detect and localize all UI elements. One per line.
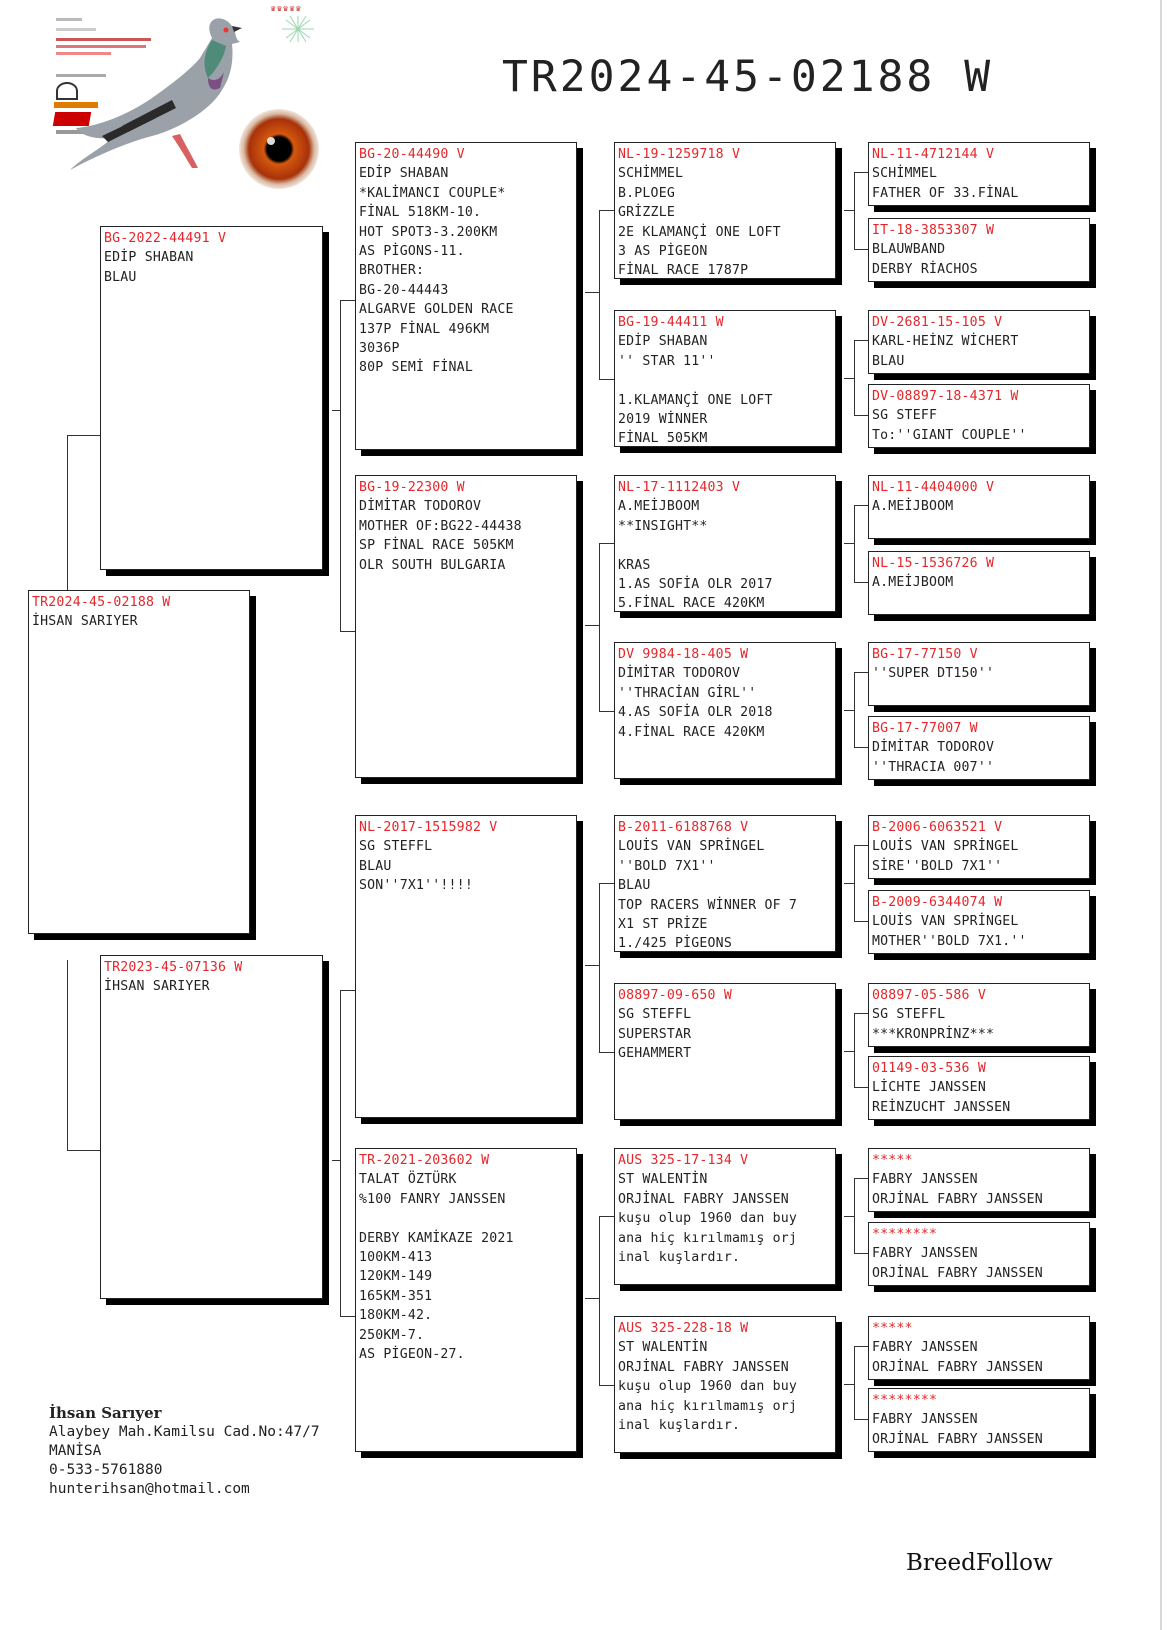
pedigree-line: BROTHER: <box>359 263 425 279</box>
connector <box>854 340 869 416</box>
ring-number: ******** <box>872 1393 938 1408</box>
pedigree-line: 120KM-149 <box>359 1269 433 1285</box>
pedigree-line: EDİP SHABAN <box>618 334 708 350</box>
connector <box>332 1160 340 1161</box>
pedigree-line: 3 AS PİGEON <box>618 244 708 260</box>
pedigree-line: X1 ST PRİZE <box>618 917 708 933</box>
pedigree-line: FİNAL 518KM-10. <box>359 205 482 221</box>
ring-number: NL-19-1259718 V <box>618 147 741 162</box>
connector <box>599 543 615 712</box>
pedigree-line: SCHİMMEL <box>618 166 684 182</box>
ring-number: ***** <box>872 1153 913 1168</box>
pedigree-line <box>359 1209 573 1228</box>
connector <box>854 672 869 748</box>
pedigree-line: ''BOLD 7X1'' <box>618 858 716 874</box>
great-grandparent-box <box>614 1148 836 1285</box>
pedigree-line: AS PİGEON-27. <box>359 1347 465 1363</box>
pedigree-line: ORJİNAL FABRY JANSSEN <box>872 1431 1043 1447</box>
connector <box>585 292 599 293</box>
connector <box>340 990 355 1317</box>
connector <box>67 960 100 1151</box>
pedigree-line: ''THRACIA 007'' <box>872 759 995 775</box>
ring-number: DV-2681-15-105 V <box>872 315 1003 330</box>
connector <box>844 883 854 884</box>
great-grandparent-box <box>614 642 836 779</box>
sire-box <box>100 226 323 570</box>
pedigree-line: BLAUWBAND <box>872 242 946 258</box>
pedigree-line: ALGARVE GOLDEN RACE <box>359 302 514 318</box>
pedigree-line: İHSAN SARIYER <box>104 979 210 995</box>
pedigree-line: EDİP SHABAN <box>104 250 194 266</box>
pedigree-line: To:''GIANT COUPLE'' <box>872 427 1027 443</box>
ring-number: 08897-09-650 W <box>618 988 732 1003</box>
great-great-grandparent-box <box>868 983 1090 1047</box>
pedigree-line: 80P SEMİ FİNAL <box>359 360 473 376</box>
connector <box>599 210 615 380</box>
pedigree-line <box>618 371 832 390</box>
pedigree-line: ORJİNAL FABRY JANSSEN <box>872 1359 1043 1375</box>
great-grandparent-box <box>614 475 836 612</box>
pedigree-line: DERBY KAMİKAZE 2021 <box>359 1230 514 1246</box>
pedigree-line: 1.KLAMANÇİ ONE LOFT <box>618 392 773 408</box>
great-great-grandparent-box <box>868 890 1090 954</box>
pedigree-line: ''SUPER DT150'' <box>872 666 995 682</box>
connector <box>599 883 615 1053</box>
connector <box>585 625 599 626</box>
great-great-grandparent-box <box>868 815 1090 879</box>
subject-box <box>28 590 250 934</box>
pedigree-line: LOUİS VAN SPRİNGEL <box>872 839 1019 855</box>
pedigree-line: **INSIGHT** <box>618 518 708 534</box>
pedigree-line: DİMİTAR TODOROV <box>359 499 482 515</box>
pedigree-line <box>618 536 832 555</box>
connector <box>67 435 100 611</box>
pedigree-line: FABRY JANSSEN <box>872 1172 978 1188</box>
pedigree-line: SG STEFFL <box>359 839 433 855</box>
pedigree-line: ana hiç kırılmamış orj <box>618 1398 798 1414</box>
connector <box>340 300 355 632</box>
owner-name: İhsan Sarıyer <box>49 1404 162 1422</box>
ring-number: IT-18-3853307 W <box>872 223 995 238</box>
pedigree-line: DİMİTAR TODOROV <box>872 740 995 756</box>
great-great-grandparent-box <box>868 1388 1090 1452</box>
pedigree-line: TALAT ÖZTÜRK <box>359 1172 457 1188</box>
ring-number: BG-17-77007 W <box>872 721 978 736</box>
pedigree-line: *KALİMANCI COUPLE* <box>359 185 506 201</box>
connector <box>332 410 340 411</box>
pedigree-line: FABRY JANSSEN <box>872 1246 978 1262</box>
pedigree-line: SİRE''BOLD 7X1'' <box>872 858 1003 874</box>
great-grandparent-box <box>614 815 836 952</box>
pedigree-line: MOTHER OF:BG22-44438 <box>359 518 522 534</box>
pedigree-line: '' STAR 11'' <box>618 353 716 369</box>
pedigree-line: SON''7X1''!!!! <box>359 878 473 894</box>
connector <box>844 1051 854 1052</box>
connector <box>854 172 869 250</box>
ring-number: BG-19-22300 W <box>359 480 465 495</box>
great-great-grandparent-box <box>868 1316 1090 1380</box>
pedigree-line: FİNAL 505KM <box>618 431 708 447</box>
great-great-grandparent-box <box>868 310 1090 374</box>
pedigree-line: ***KRONPRİNZ*** <box>872 1026 995 1042</box>
ring-number: TR2024-45-02188 W <box>32 595 171 610</box>
grandparent-box <box>355 142 577 450</box>
pedigree-line: SG STEFF <box>872 408 938 424</box>
ring-number: AUS 325-228-18 W <box>618 1321 749 1336</box>
connector <box>844 543 854 544</box>
pedigree-line: 2019 WİNNER <box>618 412 708 428</box>
connector <box>854 505 869 583</box>
ring-number: 01149-03-536 W <box>872 1061 986 1076</box>
connector <box>585 1298 599 1299</box>
pedigree-line: FABRY JANSSEN <box>872 1412 978 1428</box>
pedigree-line: DERBY RİACHOS <box>872 261 978 277</box>
pedigree-line: BLAU <box>104 269 137 285</box>
pedigree-line: 1./425 PİGEONS <box>618 936 732 952</box>
great-grandparent-box <box>614 310 836 447</box>
pedigree-line: A.MEİJBOOM <box>618 499 700 515</box>
ring-number: DV 9984-18-405 W <box>618 647 749 662</box>
pedigree-line: EDİP SHABAN <box>359 166 449 182</box>
pedigree-line: BG-20-44443 <box>359 282 449 298</box>
pedigree-line: İHSAN SARIYER <box>32 614 138 630</box>
pedigree-line: BLAU <box>359 858 392 874</box>
great-great-grandparent-box <box>868 551 1090 615</box>
header-badge-image <box>268 2 328 44</box>
great-great-grandparent-box <box>868 1222 1090 1286</box>
connector <box>854 1178 869 1254</box>
pedigree-line: FABRY JANSSEN <box>872 1340 978 1356</box>
ring-number: NL-2017-1515982 V <box>359 820 498 835</box>
pedigree-line: 1.AS SOFİA OLR 2017 <box>618 577 773 593</box>
ring-number: BG-2022-44491 V <box>104 231 227 246</box>
great-grandparent-box <box>614 142 836 279</box>
brand-logo: BreedFollow <box>906 1550 1053 1576</box>
pedigree-line: GEHAMMERT <box>618 1046 692 1062</box>
owner-phone: 0-533-5761880 <box>49 1462 163 1478</box>
great-great-grandparent-box <box>868 384 1090 448</box>
ring-number: NL-11-4712144 V <box>872 147 995 162</box>
pedigree-line: %100 FANRY JANSSEN <box>359 1191 506 1207</box>
pedigree-line: BLAU <box>872 353 905 369</box>
pedigree-line: 4.AS SOFİA OLR 2018 <box>618 705 773 721</box>
pedigree-line: 2E KLAMANÇİ ONE LOFT <box>618 224 781 240</box>
svg-text:♛♛♛♛♛: ♛♛♛♛♛ <box>270 5 302 13</box>
pedigree-line: ana hiç kırılmamış orj <box>618 1230 798 1246</box>
ring-number: NL-11-4404000 V <box>872 480 995 495</box>
pedigree-line: FİNAL RACE 1787P <box>618 263 749 279</box>
ring-number: BG-20-44490 V <box>359 147 465 162</box>
great-great-grandparent-box <box>868 1148 1090 1212</box>
ring-number: B-2011-6188768 V <box>618 820 749 835</box>
pedigree-line: ''THRACİAN GİRL'' <box>618 685 757 701</box>
grandparent-box <box>355 475 577 778</box>
pedigree-line: B.PLOEG <box>618 185 675 201</box>
pedigree-title: TR2024-45-02188 W <box>502 52 994 102</box>
great-great-grandparent-box <box>868 142 1090 206</box>
grandparent-box <box>355 1148 577 1452</box>
pedigree-line: DİMİTAR TODOROV <box>618 666 741 682</box>
ring-number: TR2023-45-07136 W <box>104 960 243 975</box>
great-great-grandparent-box <box>868 475 1090 539</box>
pedigree-line: 165KM-351 <box>359 1288 433 1304</box>
ring-number: B-2006-6063521 V <box>872 820 1003 835</box>
pigeon-eye-image <box>238 108 320 190</box>
pedigree-line: BLAU <box>618 878 651 894</box>
pedigree-line: 4.FİNAL RACE 420KM <box>618 724 765 740</box>
great-grandparent-box <box>614 983 836 1120</box>
pedigree-line: ORJİNAL FABRY JANSSEN <box>872 1265 1043 1281</box>
pedigree-line: KRAS <box>618 557 651 573</box>
pedigree-line: REİNZUCHT JANSSEN <box>872 1099 1011 1115</box>
owner-contact <box>49 1404 320 1499</box>
connector <box>844 1384 854 1385</box>
ring-number: TR-2021-203602 W <box>359 1153 490 1168</box>
connector <box>599 1216 615 1386</box>
pedigree-line: ORJİNAL FABRY JANSSEN <box>872 1191 1043 1207</box>
pedigree-line: HOT SPOT3-3.200KM <box>359 224 498 240</box>
ring-number: B-2009-6344074 W <box>872 895 1003 910</box>
pedigree-line: 5.FİNAL RACE 420KM <box>618 596 765 612</box>
pedigree-line: ST WALENTİN <box>618 1340 708 1356</box>
ring-number: BG-19-44411 W <box>618 315 724 330</box>
owner-address: Alaybey Mah.Kamilsu Cad.No:47/7 <box>49 1424 320 1440</box>
pedigree-line: GRİZZLE <box>618 205 675 221</box>
connector <box>844 378 854 379</box>
connector <box>854 845 869 922</box>
ring-number: NL-15-1536726 W <box>872 556 995 571</box>
ring-number: ******** <box>872 1227 938 1242</box>
pedigree-line: AS PİGONS-11. <box>359 244 465 260</box>
pedigree-line: SP FİNAL RACE 505KM <box>359 538 514 554</box>
ring-number: NL-17-1112403 V <box>618 480 741 495</box>
pedigree-line: MOTHER''BOLD 7X1.'' <box>872 933 1027 949</box>
pedigree-line: ORJİNAL FABRY JANSSEN <box>618 1191 789 1207</box>
pedigree-line: 250KM-7. <box>359 1327 425 1343</box>
pedigree-line: inal kuşlardır. <box>618 1418 741 1434</box>
pedigree-line: OLR SOUTH BULGARIA <box>359 557 506 573</box>
owner-email[interactable]: hunterihsan@hotmail.com <box>49 1481 250 1497</box>
pedigree-line: 3036P <box>359 341 400 357</box>
connector <box>844 710 854 711</box>
great-great-grandparent-box <box>868 218 1090 282</box>
pedigree-line: FATHER OF 33.FİNAL <box>872 185 1019 201</box>
owner-city: MANİSA <box>49 1443 102 1459</box>
pedigree-line: ORJİNAL FABRY JANSSEN <box>618 1359 789 1375</box>
pedigree-line: LİCHTE JANSSEN <box>872 1080 986 1096</box>
pedigree-line: A.MEİJBOOM <box>872 499 954 515</box>
pedigree-line: kuşu olup 1960 dan buy <box>618 1379 798 1395</box>
ring-number: BG-17-77150 V <box>872 647 978 662</box>
connector <box>854 1346 869 1420</box>
ring-number: ***** <box>872 1321 913 1336</box>
pedigree-line: inal kuşlardır. <box>618 1250 741 1266</box>
pedigree-line: LOUİS VAN SPRİNGEL <box>872 914 1019 930</box>
ring-number: DV-08897-18-4371 W <box>872 389 1019 404</box>
pedigree-line: 137P FİNAL 496KM <box>359 321 490 337</box>
ring-number: 08897-05-586 V <box>872 988 986 1003</box>
connector <box>844 210 854 211</box>
great-grandparent-box <box>614 1316 836 1453</box>
pigeon-image <box>62 8 252 183</box>
pedigree-line: ST WALENTİN <box>618 1172 708 1188</box>
dam-box <box>100 955 323 1299</box>
connector <box>854 1013 869 1088</box>
pedigree-line: A.MEİJBOOM <box>872 575 954 591</box>
pedigree-line: SG STEFFL <box>872 1007 946 1023</box>
connector <box>844 1216 854 1217</box>
great-great-grandparent-box <box>868 1056 1090 1120</box>
pedigree-line: TOP RACERS WİNNER OF 7 <box>618 897 798 913</box>
grandparent-box <box>355 815 577 1118</box>
connector <box>585 965 599 966</box>
pedigree-line: SG STEFFL <box>618 1007 692 1023</box>
great-great-grandparent-box <box>868 716 1090 780</box>
pedigree-line: SCHİMMEL <box>872 166 938 182</box>
pedigree-line: kuşu olup 1960 dan buy <box>618 1211 798 1227</box>
pedigree-line: LOUİS VAN SPRİNGEL <box>618 839 765 855</box>
great-great-grandparent-box <box>868 642 1090 706</box>
pedigree-line: 180KM-42. <box>359 1308 433 1324</box>
ring-number: AUS 325-17-134 V <box>618 1153 749 1168</box>
pedigree-line: KARL-HEİNZ WİCHERT <box>872 334 1019 350</box>
pedigree-line: SUPERSTAR <box>618 1026 692 1042</box>
pedigree-line: 100KM-413 <box>359 1250 433 1266</box>
